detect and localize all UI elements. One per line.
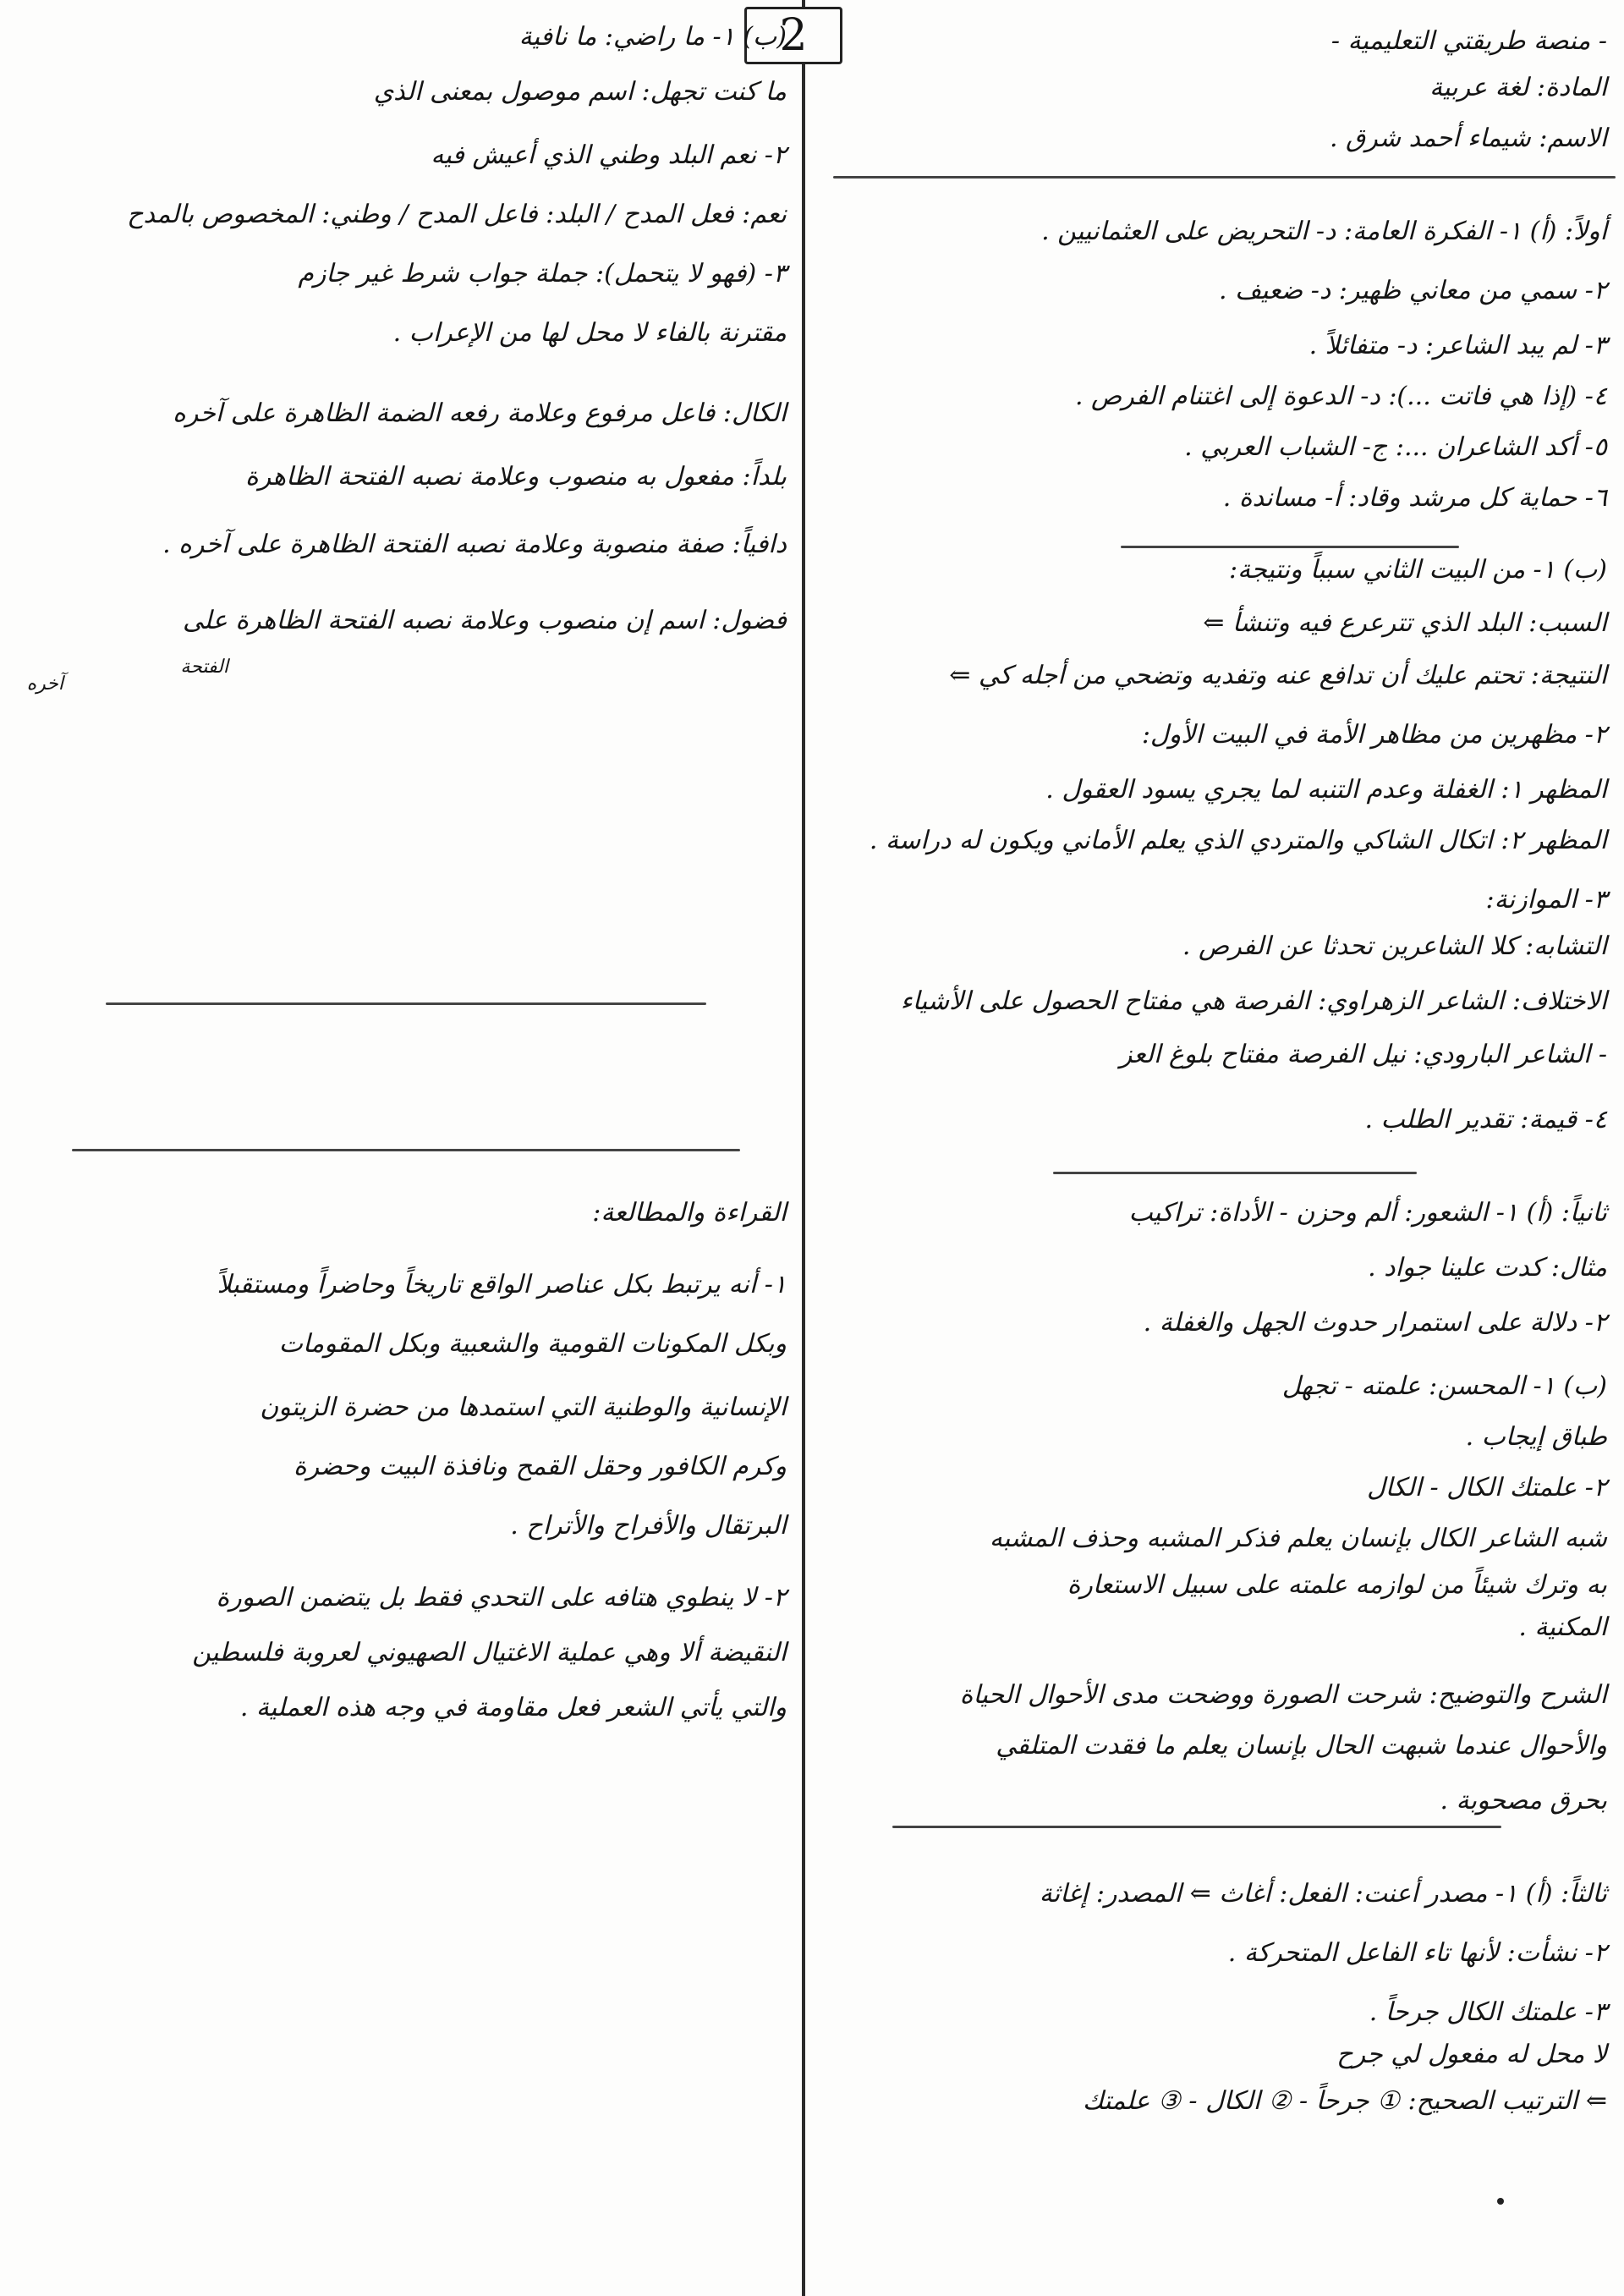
answer-line: ٢- نعم البلد وطني الذي أعيش فيه bbox=[431, 140, 787, 170]
answer-line: بحرق مصحوبة . bbox=[1440, 1786, 1607, 1815]
reading-line: ٢- لا ينطوي هتافه على التحدي فقط بل يتضمن الصورة bbox=[216, 1583, 787, 1612]
answer-line: والأحوال عندما شبهت الحال بإنسان يعلم ما فقدت المتلقي bbox=[996, 1731, 1607, 1760]
column-divider bbox=[802, 0, 805, 2296]
answer-line: شبه الشاعر الكال بإنسان يعلم فذكر المشبه وحذف المشبه bbox=[989, 1524, 1607, 1553]
answer-line: الشرح والتوضيح: شرحت الصورة ووضحت مدى الأحوال الحياة bbox=[959, 1680, 1607, 1710]
answer-line: ثالثاً: (أ) ١- مصدر أعنت: الفعل: أغاث ⇐ المصدر: إغاثة bbox=[1039, 1879, 1607, 1909]
reading-line: ١- أنه يرتبط بكل عناصر الواقع تاريخاً وحاضراً ومستقبلاً bbox=[217, 1270, 787, 1299]
answer-line: ٢- دلالة على استمرار حدوث الجهل والغفلة . bbox=[1143, 1308, 1607, 1338]
reading-line: النقيضة ألا وهي عملية الاغتيال الصهيوني لعروبة فلسطين bbox=[192, 1638, 787, 1667]
separator-right-1 bbox=[1121, 546, 1459, 548]
answer-line: (ب) ١- المحسن: علمته - تجهل bbox=[1281, 1371, 1607, 1401]
answer-line: طباق إيجاب . bbox=[1465, 1422, 1607, 1452]
page-dot bbox=[1497, 2198, 1504, 2205]
answer-line: مثال: كدت علينا جواد . bbox=[1368, 1253, 1607, 1283]
separator-header bbox=[833, 176, 1616, 179]
reading-line: وكرم الكافور وحقل القمح ونافذة البيت وحضرة bbox=[293, 1452, 787, 1481]
reading-line: وبكل المكونات القومية والشعبية وبكل المقومات bbox=[278, 1329, 787, 1359]
answer-line: النتيجة: تحتم عليك أن تدافع عنه وتفديه وتضحي من أجله كي ⇐ bbox=[949, 661, 1607, 690]
answer-line: الاختلاف: الشاعر الزهراوي: الفرصة هي مفتاح الحصول على الأشياء bbox=[900, 986, 1607, 1016]
header-line: المادة: لغة عربية bbox=[1429, 73, 1607, 102]
margin-note: آخره bbox=[26, 673, 63, 695]
answer-line: (ب) ١- ما راضي: ما نافية bbox=[518, 22, 787, 52]
answer-line: المظهر ٢: اتكال الشاكي والمتردي الذي يعلم الأماني ويكون له دراسة . bbox=[869, 826, 1607, 855]
separator-left-2 bbox=[72, 1149, 740, 1151]
answer-line: لا محل له مفعول لي جرح bbox=[1336, 2040, 1607, 2069]
answer-line: ٢- علمتك الكال - الكال bbox=[1366, 1473, 1607, 1502]
answer-line: ثانياً: (أ) ١- الشعور: ألم وحزن - الأداة: تراكيب bbox=[1128, 1198, 1607, 1228]
answer-line: ٢- سمي من معاني ظهير: د- ضعيف . bbox=[1219, 276, 1607, 305]
answer-line: ٢- مظهرين من مظاهر الأمة في البيت الأول: bbox=[1141, 720, 1607, 750]
answer-line: بلداً: مفعول به منصوب وعلامة نصبه الفتحة الظاهرة bbox=[245, 462, 787, 492]
page-number: 2 bbox=[744, 7, 842, 64]
answer-line: ٣- لم يبد الشاعر: د- متفائلاً . bbox=[1309, 331, 1607, 360]
header-line: الاسم: شيماء أحمد شرق . bbox=[1329, 124, 1607, 153]
answer-line: الكال: فاعل مرفوع وعلامة رفعه الضمة الظاهرة على آخره bbox=[173, 398, 787, 428]
reading-line: الإنسانية والوطنية التي استمدها من حضرة الزيتون bbox=[260, 1392, 787, 1422]
answer-line: ٤- (إذا هي فاتت ...): د- الدعوة إلى اغتنام الفرص . bbox=[1074, 382, 1607, 411]
separator-left-1 bbox=[106, 1002, 706, 1005]
answer-line: ما كنت تجهل: اسم موصول بمعنى الذي bbox=[373, 77, 787, 107]
answer-line: أولاً: (أ) ١- الفكرة العامة: د- التحريض على العثمانيين . bbox=[1041, 217, 1607, 246]
separator-right-2 bbox=[1053, 1172, 1417, 1174]
answer-line: ٤- قيمة: تقدير الطلب . bbox=[1364, 1105, 1607, 1134]
answer-line: ٢- نشأت: لأنها تاء الفاعل المتحركة . bbox=[1227, 1938, 1607, 1968]
answer-line: ٣- الموازنة: bbox=[1485, 885, 1607, 915]
answer-line: السبب: البلد الذي تترعرع فيه وتنشأ ⇐ bbox=[1203, 608, 1607, 638]
reading-line: القراءة والمطالعة: bbox=[592, 1198, 787, 1228]
reading-line: البرتقال والأفراح والأتراح . bbox=[510, 1511, 787, 1541]
answer-line: (ب) ١- من البيت الثاني سبباً ونتيجة: bbox=[1229, 555, 1607, 585]
reading-line: والتي يأتي الشعر فعل مقاومة في وجه هذه العملية . bbox=[239, 1693, 787, 1722]
header-line: - منصة طريقتي التعليمية - bbox=[1330, 26, 1607, 56]
answer-line: - الشاعر البارودي: نيل الفرصة مفتاح بلوغ العز bbox=[1119, 1040, 1607, 1069]
answer-line: دافياً: صفة منصوبة وعلامة نصبه الفتحة الظاهرة على آخره . bbox=[162, 530, 787, 559]
answer-line: فضول: اسم إن منصوب وعلامة نصبه الفتحة الظاهرة على bbox=[183, 606, 787, 635]
margin-note: الفتحة bbox=[180, 656, 228, 678]
answer-line: المكنية . bbox=[1518, 1612, 1607, 1642]
answer-line: ⇐ الترتيب الصحيح: ① جرحاً - ② الكال - ③ علمتك bbox=[1082, 2086, 1607, 2116]
separator-right-3 bbox=[892, 1826, 1501, 1828]
answer-line: ٣- علمتك الكال جرحاً . bbox=[1369, 1997, 1607, 2027]
answer-line: المظهر ١: الغفلة وعدم التنبه لما يجري يسود العقول . bbox=[1045, 775, 1607, 805]
answer-line: ٣- (فهو لا يتحمل): جملة جواب شرط غير جازم bbox=[298, 259, 787, 288]
answer-line: ٥- أكد الشاعران ...: ج- الشباب العربي . bbox=[1184, 432, 1607, 462]
answer-line: ٦- حماية كل مرشد وقاد: أ- مساندة . bbox=[1222, 483, 1607, 513]
answer-line: نعم: فعل المدح / البلد: فاعل المدح / وطني: المخصوص بالمدح bbox=[127, 200, 787, 229]
answer-line: التشابه: كلا الشاعرين تحدثا عن الفرص . bbox=[1182, 931, 1607, 961]
answer-line: به وترك شيئاً من لوازمه علمته على سبيل الاستعارة bbox=[1067, 1570, 1607, 1600]
answer-line: مقترنة بالفاء لا محل لها من الإعراب . bbox=[392, 318, 787, 348]
